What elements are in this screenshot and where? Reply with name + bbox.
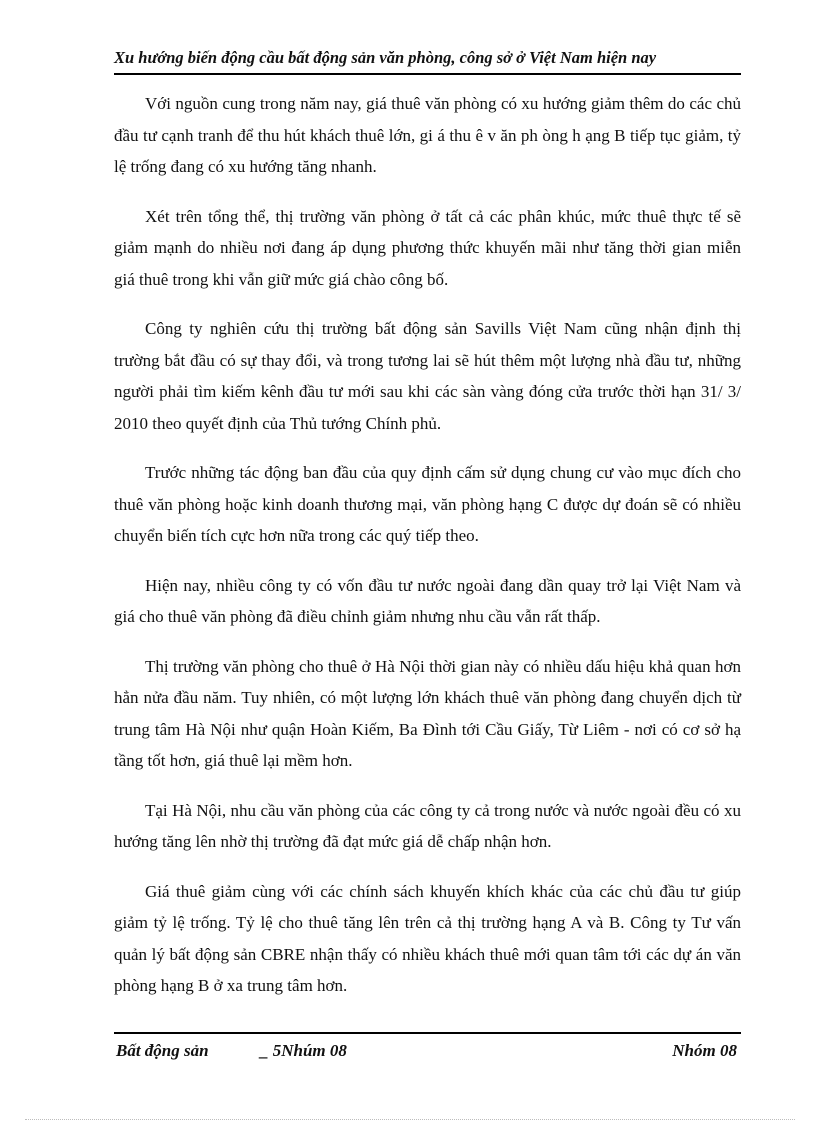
document-body [114,88,741,1002]
paragraph-3: Công ty nghiên cứu thị trường bất động sản Savills Việt Nam cũng nhận định thị trường bắt đầu có sự thay đổi, và trong tương lai sẽ hút thêm một lượng nhà đầu tư, những người phải tìm kiếm kênh đầu tư mới sau khi các sàn vàng đóng cửa trước thời hạn 31/ 3/ 2010 theo quyết định của Thủ tướng Chính phủ. [114,319,741,433]
footer-left-label: Bất động sản [116,1041,209,1060]
header-title: Xu hướng biến động cầu bất động sản văn phòng, công sở ở Việt Nam hiện nay [114,48,657,67]
paragraph-6: Thị trường văn phòng cho thuê ở Hà Nội thời gian này có nhiều dấu hiệu khả quan hơn hẳn nửa đầu năm. Tuy nhiên, có một lượng lớn khách thuê văn phòng đang chuyển dịch từ trung tâm Hà Nội như quận Hoàn Kiếm, Ba Đình tới Cầu Giấy, Từ Liêm - nơi có cơ sở hạ tầng tốt hơn, giá thuê lại mềm hơn. [114,656,741,770]
paragraph-7: Tại Hà Nội, nhu cầu văn phòng của các công ty cả trong nước và nước ngoài đều có xu hướng tăng lên nhờ thị trường đã đạt mức giá dễ chấp nhận hơn. [114,800,741,851]
page-header [114,45,741,75]
paragraph-4: Trước những tác động ban đầu của quy định cấm sử dụng chung cư vào mục đích cho thuê văn phòng hoặc kinh doanh thương mại, văn phòng hạng C được dự đoán sẽ có nhiều chuyển biến tích cực hơn nữa trong các quý tiếp theo. [114,463,741,545]
page-footer [114,1032,741,1060]
page-bottom-divider [25,1119,795,1120]
paragraph-5: Hiện nay, nhiều công ty có vốn đầu tư nước ngoài đang dần quay trở lại Việt Nam và giá cho thuê văn phòng đã điều chỉnh giảm nhưng nhu cầu vẫn rất thấp. [114,575,741,626]
footer-page-number: _ 5Nhúm 08 [260,1041,347,1060]
paragraph-2: Xét trên tổng thể, thị trường văn phòng ở tất cả các phân khúc, mức thuê thực tế sẽ giảm mạnh do nhiều nơi đang áp dụng phương thức khuyến mãi như tăng thời gian miễn giá thuê trong khi vẫn giữ mức giá chào công bố. [114,206,741,289]
paragraph-1: Với nguồn cung trong năm nay, giá thuê văn phòng có xu hướng giảm thêm do các chủ đầu tư cạnh tranh để thu hút khách thuê lớn, gi á thu ê v ăn ph òng h ạng B tiếp tục giảm, tỷ lệ trống đang có xu hướng tăng nhanh. [114,94,741,176]
paragraph-8: Giá thuê giảm cùng với các chính sách khuyến khích khác của các chủ đầu tư giúp giảm tỷ lệ trống. Tỷ lệ cho thuê tăng lên trên cả thị trường hạng A và B. Công ty Tư vấn quản lý bất động sản CBRE nhận thấy có nhiều khách thuê mới quan tâm tới các dự án văn phòng hạng B ở xa trung tâm hơn. [114,881,741,995]
footer-right-label: Nhóm 08 [672,1041,737,1060]
